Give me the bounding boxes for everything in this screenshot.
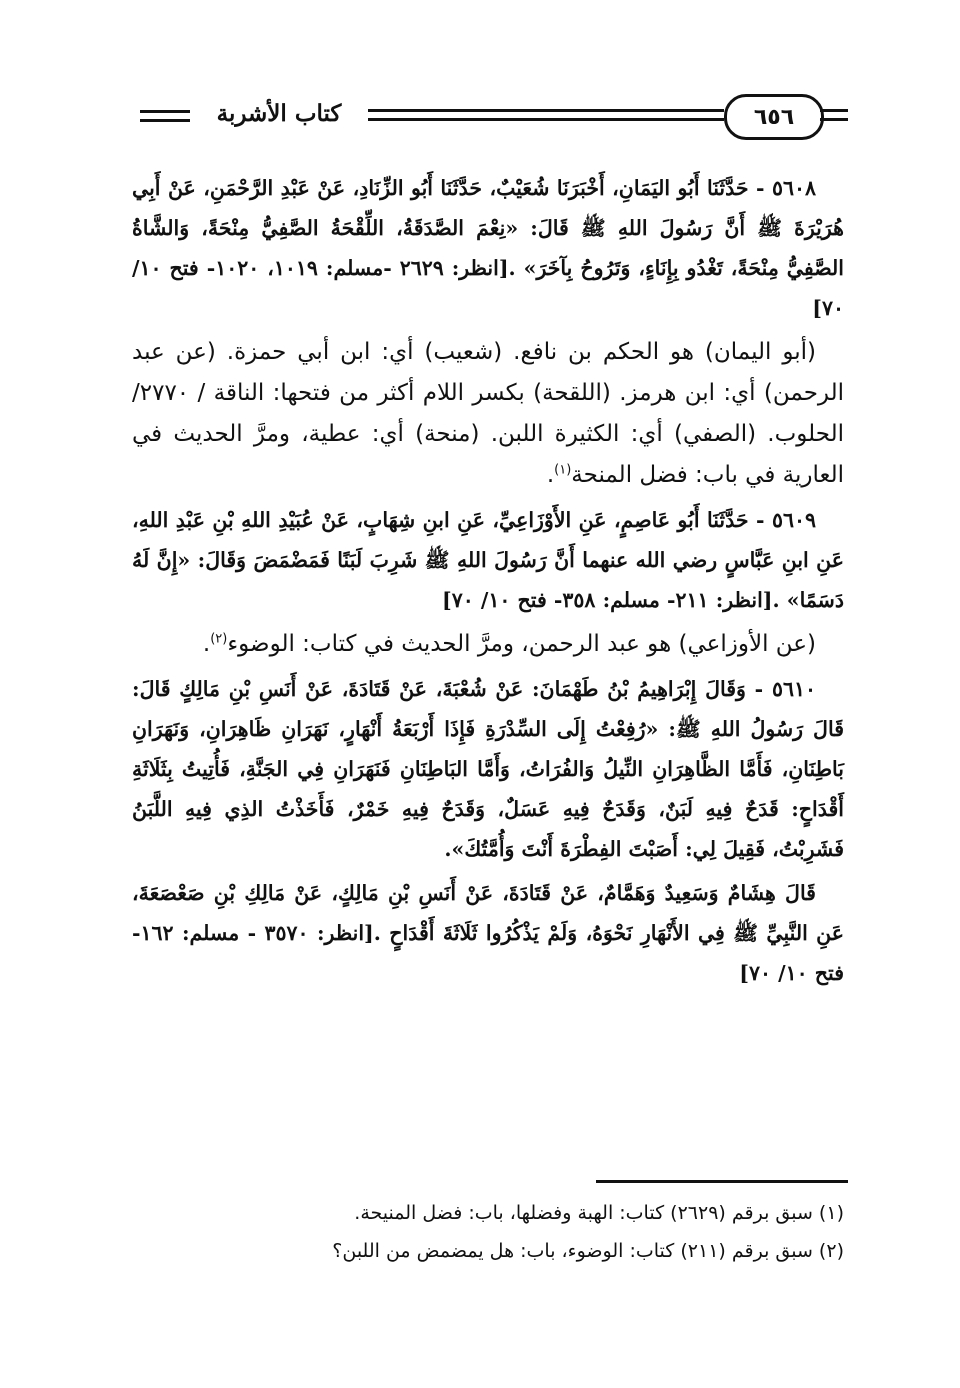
hadith-5610: [132, 669, 844, 869]
hadith-5610-continuation: [132, 873, 844, 993]
footnote-2: (٢) سبق برقم (٢١١) كتاب: الوضوء، باب: هل يمضمض من اللبن؟: [332, 1240, 844, 1262]
footnote-separator: [596, 1180, 848, 1183]
footnote-ref-2[interactable]: (٢): [210, 631, 228, 647]
book-title: كتاب الأشربة: [216, 100, 342, 127]
hadith-5608: [132, 168, 844, 328]
footnotes: [132, 1194, 844, 1270]
hadith-text: ٥٦١٠ - وَقَالَ إِبْرَاهِيمُ بْنُ طَهْمَانَ: عَنْ شُعْبَةَ، عَنْ قَتَادَةَ، عَنْ أَنَسِ بْنِ مَالِكٍ قَالَ: قَالَ رَسُولُ اللهِ ﷺ: «رُفِعْتُ إِلَى السِّدْرَةِ فَإِذَا أَرْبَعَةُ أَنْهَارٍ، نَهَرَانِ ظَاهِرَانِ، وَنَهَرَانِ بَاطِنَانِ، فَأَمَّا الظَّاهِرَانِ النِّيلُ وَالفُرَاتُ، وَأَمَّا البَاطِنَانِ فَنَهَرَانِ فِي الجَنَّةِ، فَأُتِيتُ بِثَلَاثَةِ أَقْدَاحٍ: قَدَحٌ فِيهِ لَبَنٌ، وَقَدَحٌ فِيهِ عَسَلٌ، وَقَدَحٌ فِيهِ خَمْرٌ، فَأَخَذْتُ الذِي فِيهِ اللَّبَنُ فَشَرِبْتُ، فَقِيلَ لِي: أَصَبْتَ الفِطْرَةَ أَنْتَ وَأُمَّتُكَ».: [132, 677, 844, 861]
commentary-5608: [132, 332, 844, 496]
sentence-end: .: [546, 462, 555, 488]
page-header: [128, 92, 848, 148]
page-number-badge: ٦٥٦: [724, 94, 824, 140]
commentary-5609: [132, 624, 844, 665]
footnote-1: (١) سبق برقم (٢٦٢٩) كتاب: الهبة وفضلها، باب: فضل المنيحة.: [354, 1202, 844, 1224]
main-text: [132, 168, 844, 997]
header-left-rule: [140, 110, 190, 128]
header-middle-rule: [368, 109, 724, 127]
hadith-text: قَالَ هِشَامٌ وَسَعِيدٌ وَهَمَّامٌ، عَنْ قَتَادَةَ، عَنْ أَنَسِ بْنِ مَالِكٍ، عَنْ مَالِكِ بْنِ صَعْصَعَةَ، عَنِ النَّبِيِّ ﷺ فِي الأَنْهَارِ نَحْوَهُ، وَلَمْ يَذْكُرُوا ثَلَاثَةَ أَقْدَاحٍ .[انظر: ٣٥٧٠ - مسلم: ١٦٢- فتح ١٠/ ٧٠]: [132, 881, 845, 985]
footnote-ref-1[interactable]: (١): [554, 462, 572, 478]
commentary-text: (عن الأوزاعي) هو عبد الرحمن، ومرَّ الحديث في كتاب: الوضوء: [227, 631, 816, 657]
header-right-rule: [820, 109, 848, 127]
hadith-text: ٥٦٠٨ - حَدَّثَنَا أَبُو اليَمَانِ، أَخْبَرَنَا شُعَيْبٌ، حَدَّثَنَا أَبُو الزِّنَادِ، عَنْ عَبْدِ الرَّحْمَنِ، عَنْ أَبِي هُرَيْرَةَ ﷺ أَنَّ رَسُولَ اللهِ ﷺ قَالَ: «نِعْمَ الصَّدَقَةُ، اللِّقْحَةُ الصَّفِيُّ مِنْحَةً، وَالشَّاةُ الصَّفِيُّ مِنْحَةً، تَغْدُو بِإِنَاءٍ، وَتَرُوحُ بِآخَرَ» .[انظر: ٢٦٢٩ -مسلم: ١٠١٩، ١٠٢٠- فتح ١٠/ ٧٠]: [132, 176, 844, 320]
commentary-text: (أبو اليمان) هو الحكم بن نافع. (شعيب) أي: ابن أبي حمزة. (عن عبد الرحمن) أي: ابن هرمز. (اللقحة) بكسر اللام أكثر من فتحها: الناقة / ٢٧٧٠/ الحلوب. (الصفي) أي: الكثيرة اللبن. (منحة) أي: عطية، ومرَّ الحديث في العارية في باب: فضل المنحة: [132, 339, 844, 488]
sentence-end: .: [202, 631, 211, 657]
hadith-5609: [132, 500, 844, 620]
hadith-text: ٥٦٠٩ - حَدَّثَنَا أَبُو عَاصِمٍ، عَنِ الأَوْزَاعِيِّ، عَنِ ابنِ شِهَابٍ، عَنْ عُبَيْدِ اللهِ بْنِ عَبْدِ اللهِ، عَنِ ابنِ عَبَّاسٍ رضي الله عنهما أَنَّ رَسُولَ اللهِ ﷺ شَرِبَ لَبَنًا فَمَضْمَضَ وَقَالَ: «إِنَّ لَهُ دَسَمًا» .[انظر: ٢١١- مسلم: ٣٥٨- فتح ١٠/ ٧٠]: [132, 508, 844, 612]
